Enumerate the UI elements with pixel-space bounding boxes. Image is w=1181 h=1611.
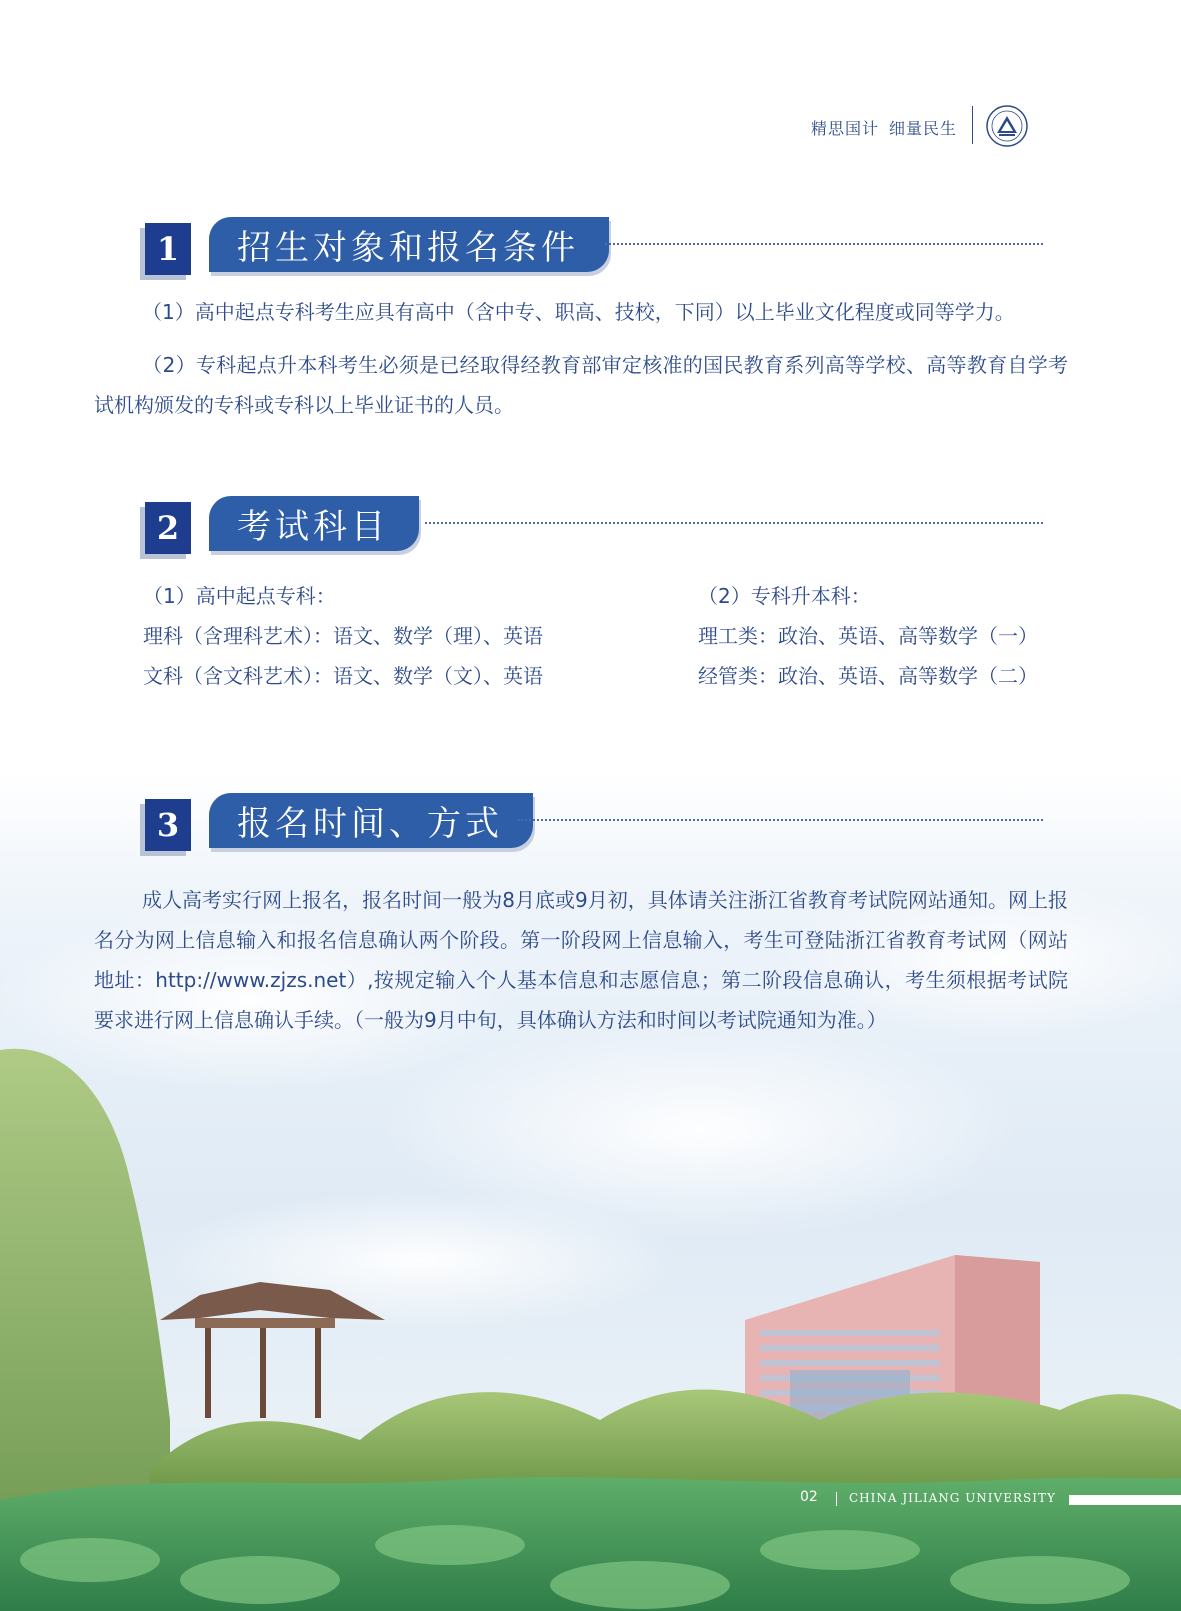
university-logo-icon: [985, 104, 1029, 148]
subjects-right-item: 理工类：政治、英语、高等数学（一）: [698, 624, 1038, 648]
subjects-left-column: [143, 576, 543, 696]
section-1-heading: [0, 217, 1181, 277]
header-divider: [972, 106, 973, 144]
subjects-right-heading: （2）专科升本科：: [698, 584, 871, 608]
heading-divider: [518, 819, 1043, 821]
university-name: CHINA JILIANG UNIVERSITY: [849, 1491, 1056, 1505]
page-header: [0, 104, 1181, 148]
page-footer: [0, 1487, 1181, 1513]
heading-divider: [425, 522, 1043, 524]
section-title: 报名时间、方式: [209, 793, 533, 848]
subjects-right-item: 经管类：政治、英语、高等数学（二）: [698, 664, 1038, 688]
footer-separator: [836, 1492, 837, 1506]
section-3-paragraph: 成人高考实行网上报名，报名时间一般为8月底或9月初，具体请关注浙江省教育考试院网站通知。网上报名分为网上信息输入和报名信息确认两个阶段。第一阶段网上信息输入，考生可登陆浙江省教育考试网（网站地址：http://www.zjzs.net）,按规定输入个人基本信息和志愿信息；第二阶段信息确认，考生须根据考试院要求进行网上信息确认手续。（一般为9月中旬，具体确认方法和时间以考试院通知为准。）: [94, 888, 1068, 1032]
section-number: 2: [145, 502, 191, 554]
subjects-right-column: [698, 576, 1038, 696]
section-number: 1: [145, 223, 191, 275]
motto-part-1: 精思国计: [810, 119, 879, 138]
section-2-heading: [0, 496, 1181, 556]
footer-bar: [1069, 1495, 1181, 1505]
motto-part-2: 细量民生: [888, 119, 957, 138]
section-title: 招生对象和报名条件: [209, 217, 609, 272]
subjects-left-item: 理科（含理科艺术）：语文、数学（理）、英语: [143, 624, 543, 648]
section-1-paragraph-1: （1）高中起点专科考生应具有高中（含中专、职高、技校，下同）以上毕业文化程度或同等学力。: [142, 300, 1015, 324]
section-3-heading: [0, 793, 1181, 853]
subjects-left-heading: （1）高中起点专科：: [143, 584, 336, 608]
section-1-paragraph-2: （2）专科起点升本科考生必须是已经取得经教育部审定核准的国民教育系列高等学校、高等教育自学考试机构颁发的专科或专科以上毕业证书的人员。: [94, 353, 1068, 417]
section-number: 3: [145, 799, 191, 851]
section-title: 考试科目: [209, 496, 419, 551]
heading-divider: [605, 243, 1043, 245]
motto: [811, 116, 957, 139]
page-number: 02: [800, 1489, 818, 1505]
subjects-left-item: 文科（含文科艺术）：语文、数学（文）、英语: [143, 664, 543, 688]
